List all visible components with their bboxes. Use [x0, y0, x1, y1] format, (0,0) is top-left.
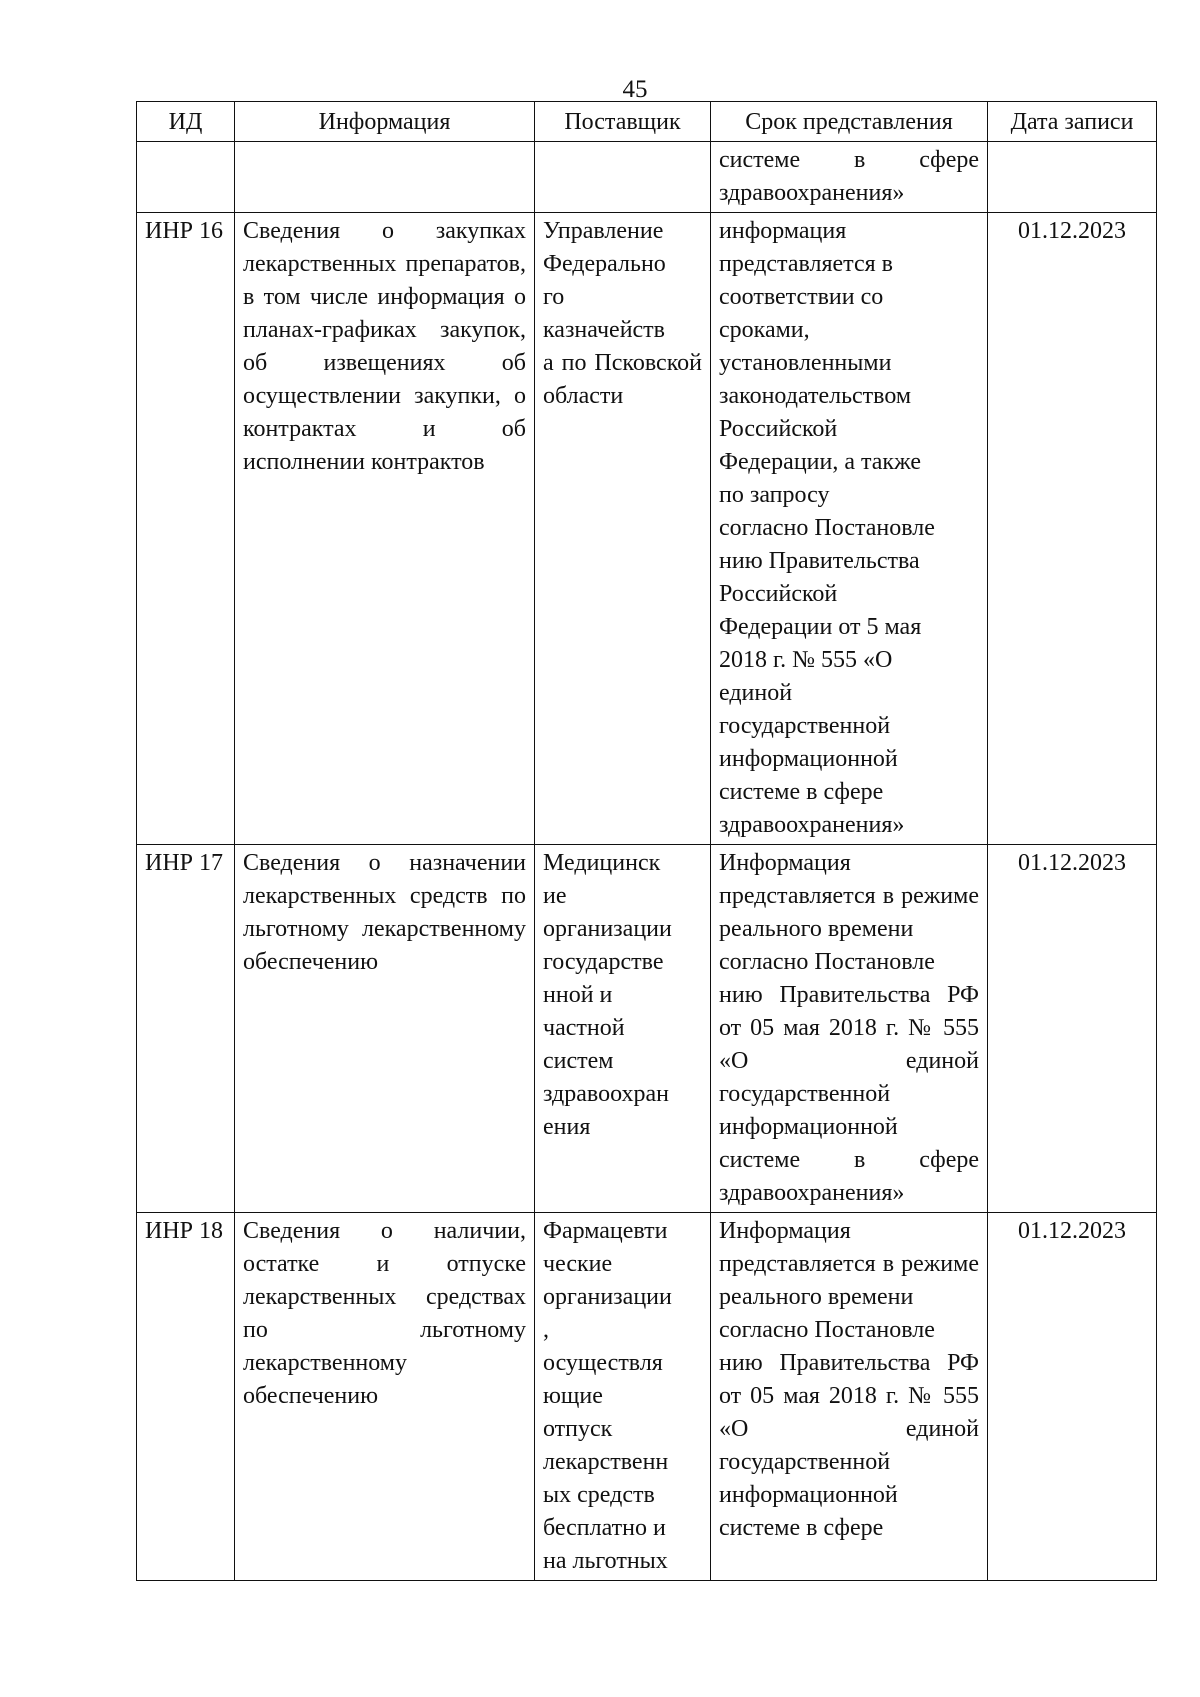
row-date: 01.12.2023: [988, 1213, 1157, 1581]
table-row: [137, 1213, 1157, 1581]
header-term: Срок представления: [711, 102, 988, 142]
continuation-provider-cell: [535, 142, 711, 213]
row-id: ИНР 18: [137, 1213, 235, 1581]
continuation-id-cell: [137, 142, 235, 213]
continuation-term-cell: системе в сфере здравоохранения»: [711, 142, 988, 213]
row-provider: Управление Федерально го казначейств а по Псковской области: [535, 213, 711, 845]
row-provider: Медицинск ие организации государстве нной и частной систем здравоохран ения: [535, 845, 711, 1213]
header-date: Дата записи: [988, 102, 1157, 142]
row-info: Сведения о закупках лекарственных препаратов, в том числе информация о планах-графиках закупок, об извещениях об осуществлении закупки, о контрактах и об исполнении контрактов: [235, 213, 535, 845]
row-info: Сведения о назначении лекарственных средств по льготному лекарственному обеспечению: [235, 845, 535, 1213]
page-number: 45: [622, 76, 648, 103]
continuation-date-cell: [988, 142, 1157, 213]
row-id: ИНР 16: [137, 213, 235, 845]
header-provider: Поставщик: [535, 102, 711, 142]
data-table: [136, 101, 1157, 1581]
continuation-row: [137, 142, 1157, 213]
row-id: ИНР 17: [137, 845, 235, 1213]
row-term: Информация представляется в режиме реального времени согласно Постановле нию Правительства РФ от 05 мая 2018 г. № 555 «О единой государственной информационной системе в сфере здравоохранения»: [711, 845, 988, 1213]
row-term: информация представляется в соответствии со сроками, установленными законодательством Российской Федерации, а также по запросу согласно Постановле нию Правительства Российской Федерации от 5 мая 2018 г. № 555 «О единой государственной информационной системе в сфере здравоохранения»: [711, 213, 988, 845]
table-row: [137, 213, 1157, 845]
table-row: [137, 845, 1157, 1213]
row-term: Информация представляется в режиме реального времени согласно Постановле нию Правительства РФ от 05 мая 2018 г. № 555 «О единой государственной информационной системе в сфере: [711, 1213, 988, 1581]
table-header-row: [137, 102, 1157, 142]
row-date: 01.12.2023: [988, 213, 1157, 845]
row-info: Сведения о наличии, остатке и отпуске лекарственных средствах по льготному лекарственному обеспечению: [235, 1213, 535, 1581]
continuation-info-cell: [235, 142, 535, 213]
row-provider: Фармацевти ческие организации , осуществля ющие отпуск лекарственн ых средств бесплатно и на льготных: [535, 1213, 711, 1581]
row-date: 01.12.2023: [988, 845, 1157, 1213]
header-id: ИД: [137, 102, 235, 142]
header-info: Информация: [235, 102, 535, 142]
